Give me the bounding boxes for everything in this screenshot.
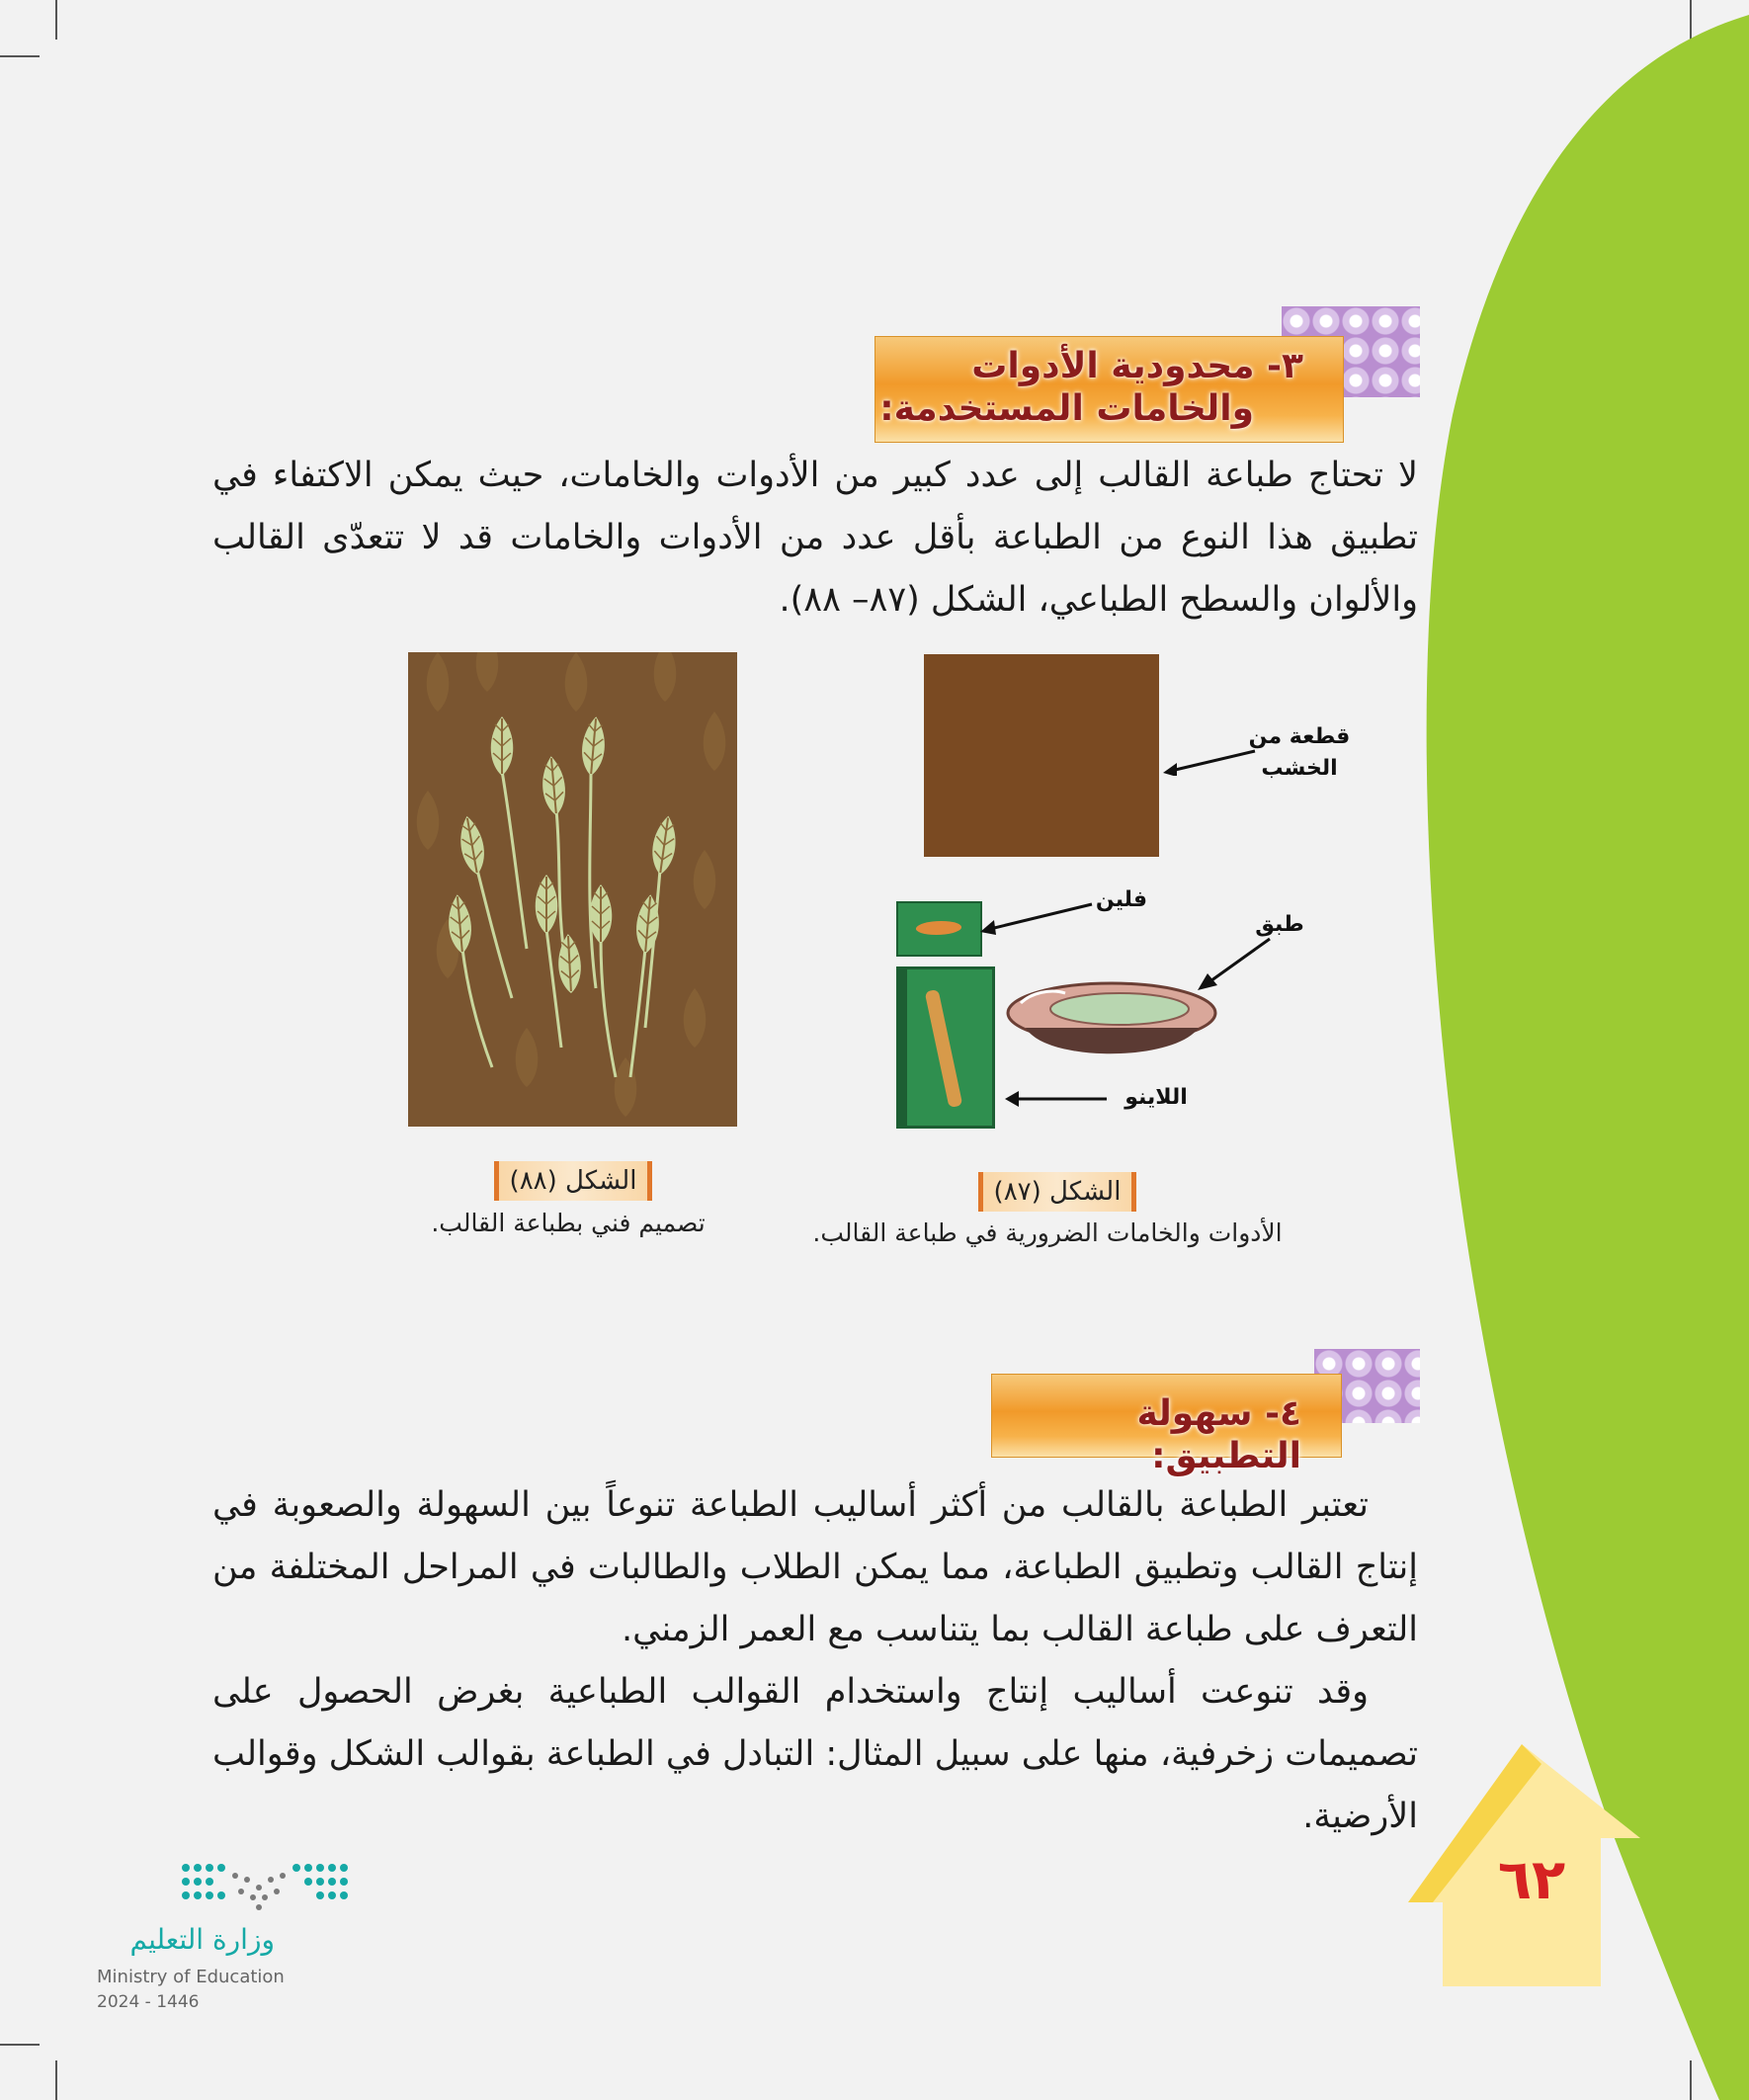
figure88-caption-title: الشكل (٨٨) [494,1161,652,1201]
label-plate: طبق [1255,912,1304,937]
wood-block [924,654,1159,857]
label-wood: قطعة من الخشب [1248,724,1351,781]
page-number: ٦٢ [1497,1848,1566,1912]
ministry-logo-icon [178,1858,351,1917]
cork-block [896,901,982,957]
arrow-linoleum [1003,1087,1112,1111]
ministry-year: 2024 - 1446 [97,1992,200,2012]
figure88-caption-text: تصميم فني بطباعة القالب. [431,1209,706,1237]
section3-paragraph: لا تحتاج طباعة القالب إلى عدد كبير من الأدوات والخامات، حيث يمكن الاكتفاء في تطبيق هذا النوع من الطباعة بأقل عدد من الأدوات والخامات قد لا تتعدّى القالب والألوان والسطح الطباعي، الشكل (٨٧– ٨٨). [212,456,1418,620]
arrow-cork [978,899,1097,939]
linoleum-block [904,966,995,1129]
section4-heading-text: ٤- سهولة التطبيق: [1136,1393,1301,1477]
arrow-wood [1161,746,1260,776]
section3-heading-line1: ٣- محدودية الأدوات [971,346,1303,386]
figure87-caption-title: الشكل (٨٧) [978,1172,1136,1212]
section4-paragraph2: وقد تنوعت أساليب إنتاج واستخدام القوالب الطباعية بغرض الحصول على تصميمات زخرفية، منها على سبيل المثال: التبادل في الطباعة بقوالب الشكل وقوالب الأرضية. [212,1672,1418,1836]
label-cork: فلين [1095,887,1148,912]
section4-heading [991,1374,1342,1477]
label-linoleum: اللاينو [1124,1085,1188,1110]
section3-heading [874,336,1344,443]
ministry-name-english: Ministry of Education [97,1967,285,1987]
ministry-name-arabic: وزارة التعليم [129,1923,275,1956]
section3-heading-line2: والخامات المستخدمة: [879,388,1254,430]
figure88-wheat-design [408,652,737,1127]
arrow-plate [1196,934,1275,993]
figure87-caption-text: الأدوات والخامات الضرورية في طباعة القالب. [812,1218,1283,1247]
plate-image [1006,973,1218,1072]
section4-paragraph1: تعتبر الطباعة بالقالب من أكثر أساليب الطباعة تنوعاً بين السهولة والصعوبة في إنتاج القالب وتطبيق الطباعة، مما يمكن الطلاب والطالبات في المراحل المختلفة من التعرف على طباعة القالب بما يتناسب مع العمر الزمني. [212,1485,1418,1649]
section4-paragraphs [212,1474,1418,1848]
